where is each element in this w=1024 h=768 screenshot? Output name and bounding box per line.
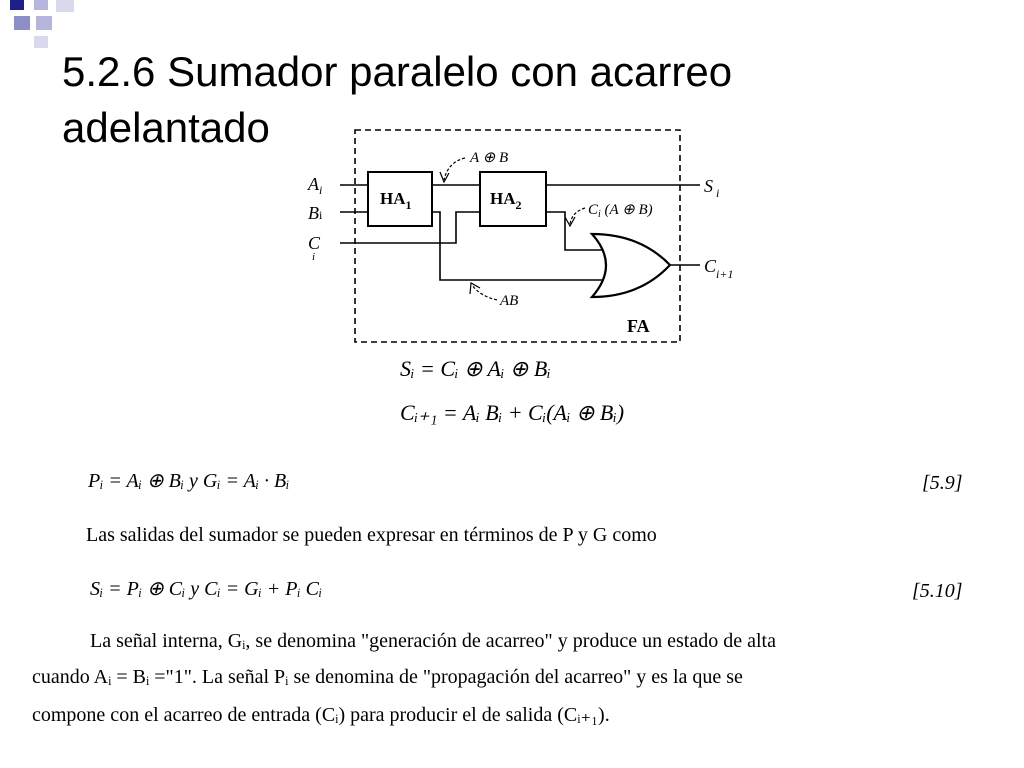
title-line-2: adelantado xyxy=(62,104,270,151)
or-gate xyxy=(592,234,670,297)
full-adder-box xyxy=(355,130,680,342)
equation-5-10: Sᵢ = Pᵢ ⊕ Cᵢ y Cᵢ = Gᵢ + Pᵢ Cᵢ xyxy=(90,578,323,600)
input-b-label: Bi xyxy=(308,203,323,223)
paragraph-line-1: La señal interna, Gᵢ, se denomina "generación de acarreo" y produce un estado de alta xyxy=(90,630,776,652)
xor-pointer-head xyxy=(440,172,449,182)
paragraph-line-3: compone con el acarreo de entrada (Cᵢ) para producir el de salida (Cᵢ₊₁). xyxy=(32,704,610,726)
input-a-label: $A_i$ xyxy=(308,174,323,197)
sum-equation: Sᵢ = Cᵢ ⊕ Aᵢ ⊕ Bᵢ xyxy=(400,356,551,381)
carry-output-label: $C_{i+1}$ xyxy=(704,256,734,281)
xor-label: A ⊕ B xyxy=(470,150,509,166)
sentence-pg: Las salidas del sumador se pueden expresar en términos de P y G como xyxy=(86,524,657,546)
ha2-label: $HA_2$ xyxy=(490,189,522,212)
paragraph-line-2: cuando Aᵢ = Bᵢ ="1". La señal Pᵢ se denomina de "propagación del acarreo" y es la que se xyxy=(32,666,743,688)
title-line-1: 5.2.6 Sumador paralelo con acarreo xyxy=(62,48,733,95)
and-label: AB xyxy=(500,293,519,309)
equation-tag-5-10: [5.10] xyxy=(912,580,963,602)
and-pointer xyxy=(472,285,497,300)
sum-output-label: S $_i$ xyxy=(704,176,720,200)
ci-xor-label: $C_i$ (A ⊕ B) xyxy=(588,202,653,220)
equation-tag-5-9: [5.9] xyxy=(922,472,963,494)
ha1-label: $HA_1$ xyxy=(380,189,412,212)
carry-equation: Cᵢ₊₁ = Aᵢ Bᵢ + Cᵢ(Aᵢ ⊕ Bᵢ) xyxy=(400,400,625,425)
input-c-label: C i xyxy=(308,233,321,263)
fa-label: FA xyxy=(627,316,650,336)
equation-5-9: Pᵢ = Aᵢ ⊕ Bᵢ y Gᵢ = Aᵢ · Bᵢ xyxy=(88,470,290,492)
